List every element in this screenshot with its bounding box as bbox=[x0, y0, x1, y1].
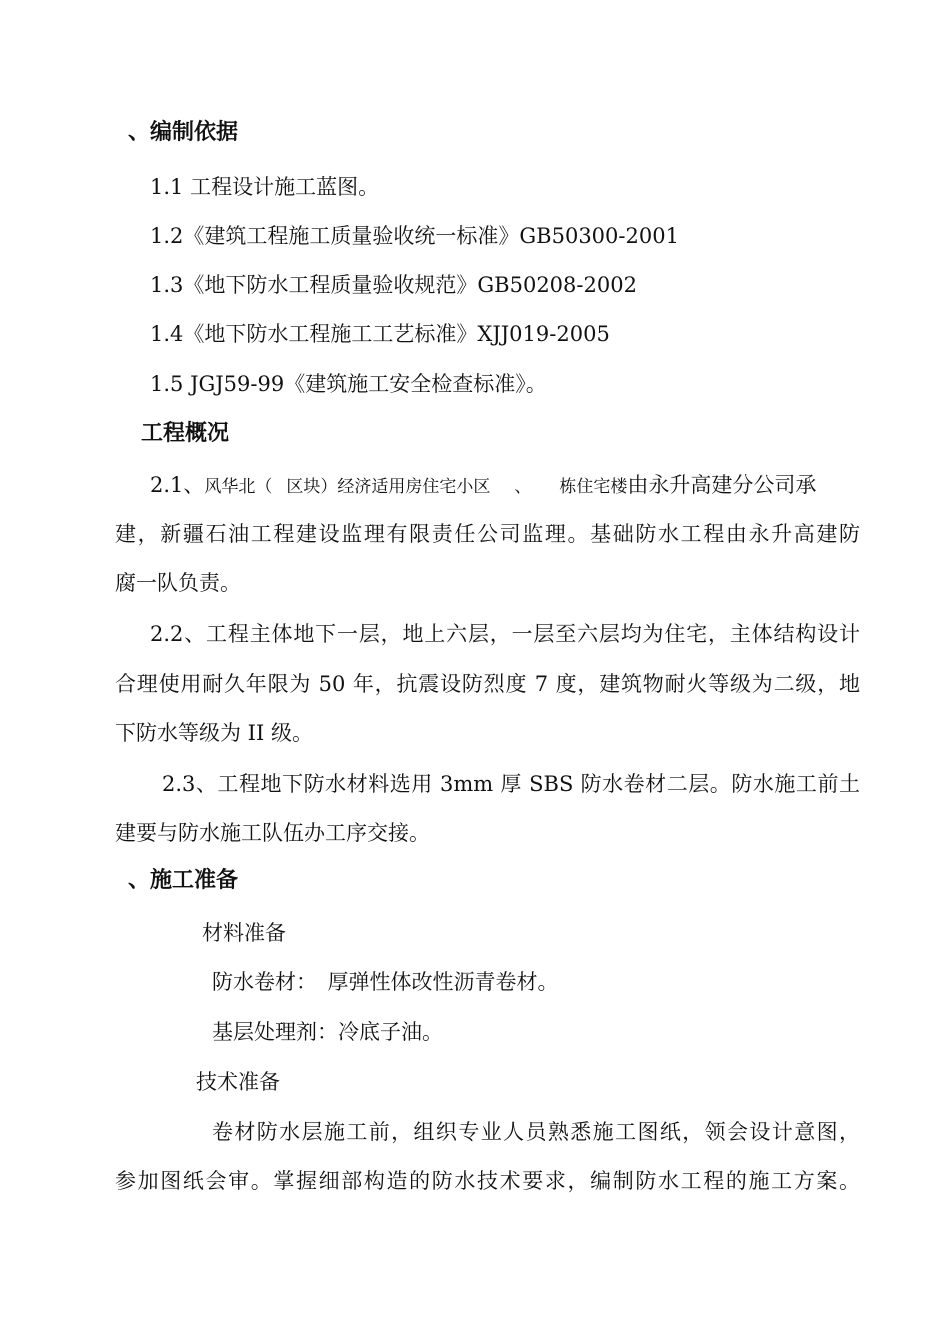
overview-paragraph-2-line-1: 2.2、工程主体地下一层，地上六层，一层至六层均为住宅，主体结构设计 bbox=[150, 622, 860, 646]
project-name-part-b: 区块）经济适用房住宅小区 bbox=[286, 477, 491, 497]
overview-paragraph-1-line-1 bbox=[150, 470, 816, 502]
overview-paragraph-1-line-2: 建，新疆石油工程建设监理有限责任公司监理。基础防水工程由永升高建防 bbox=[115, 522, 860, 546]
section-heading-preparation: 、施工准备 bbox=[128, 868, 239, 893]
project-name-part-d: 栋住宅楼 bbox=[559, 477, 628, 497]
basis-item-4: 1.4《地下防水工程施工工艺标准》XJJ019-2005 bbox=[150, 322, 610, 346]
project-name-part-a: 风华北（ bbox=[204, 477, 273, 497]
basis-item-2: 1.2《建筑工程施工质量验收统一标准》GB50300-2001 bbox=[150, 224, 679, 248]
materials-preparation-title: 材料准备 bbox=[202, 921, 286, 945]
para-number: 2.1、 bbox=[150, 473, 205, 497]
overview-paragraph-3-line-2: 建要与防水施工队伍办工序交接。 bbox=[115, 821, 430, 845]
technical-preparation-line-1: 卷材防水层施工前，组织专业人员熟悉施工图纸，领会设计意图， bbox=[212, 1120, 860, 1144]
overview-paragraph-2-line-3: 下防水等级为 II 级。 bbox=[115, 721, 313, 745]
contractor-text: 由永升高建分公司承 bbox=[627, 473, 817, 497]
project-name-part-c: 、 bbox=[514, 477, 532, 497]
technical-preparation-title: 技术准备 bbox=[196, 1070, 280, 1094]
section-heading-project-overview: 工程概况 bbox=[141, 421, 230, 446]
overview-paragraph-2-line-2: 合理使用耐久年限为 50 年，抗震设防烈度 7 度，建筑物耐火等级为二级，地 bbox=[115, 672, 860, 696]
materials-item-membrane: 防水卷材： 厚弹性体改性沥青卷材。 bbox=[212, 970, 559, 994]
section-heading-compile-basis: 、编制依据 bbox=[128, 120, 239, 145]
overview-paragraph-1-line-3: 腐一队负责。 bbox=[115, 571, 241, 595]
basis-item-5: 1.5 JGJ59-99《建筑施工安全检查标准》。 bbox=[150, 372, 547, 396]
technical-preparation-line-2: 参加图纸会审。掌握细部构造的防水技术要求，编制防水工程的施工方案。 bbox=[115, 1169, 860, 1193]
basis-item-1: 1.1 工程设计施工蓝图。 bbox=[150, 175, 380, 199]
overview-paragraph-3-line-1: 2.3、工程地下防水材料选用 3mm 厚 SBS 防水卷材二层。防水施工前土 bbox=[162, 772, 860, 796]
materials-item-primer: 基层处理剂：冷底子油。 bbox=[212, 1020, 443, 1044]
basis-item-3: 1.3《地下防水工程质量验收规范》GB50208-2002 bbox=[150, 273, 637, 297]
